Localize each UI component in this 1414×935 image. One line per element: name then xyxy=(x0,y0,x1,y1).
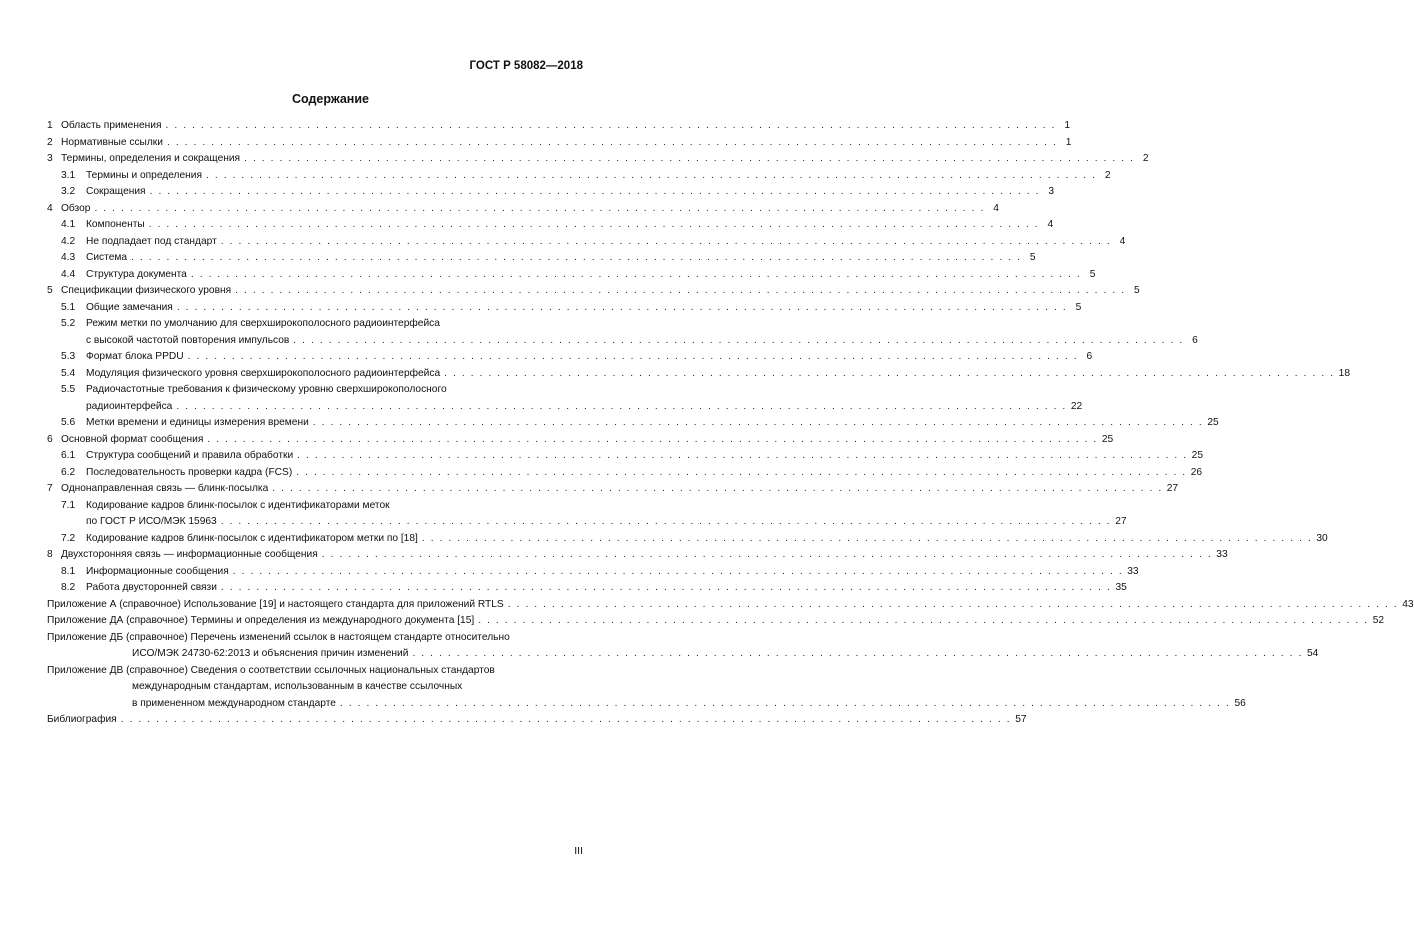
toc-entry-number: 5.1 xyxy=(61,301,76,313)
dot-leader: . . . . . . . . . . . . . . . . . . . . . . . . . . . . . . . . . . . . . . . . . . . . . . . . . . . . . . . . . . . . . . . . . . . . . . . . . . . . . . . . . . . . . . . . . . . . . . . . . . . . . xyxy=(205,169,1097,181)
dot-leader: . . . . . . . . . . . . . . . . . . . . . . . . . . . . . . . . . . . . . . . . . . . . . . . . . . . . . . . . . . . . . . . . . . . . . . . . . . . . . . . . . . . . . . . . . . . . . . . . . . . . . xyxy=(190,268,1082,280)
toc-entry[interactable] xyxy=(47,184,1055,201)
dot-leader: . . . . . . . . . . . . . . . . . . . . . . . . . . . . . . . . . . . . . . . . . . . . . . . . . . . . . . . . . . . . . . . . . . . . . . . . . . . . . . . . . . . . . . . . . . . . . . . . . . . . . xyxy=(244,153,1135,164)
toc-entry-number: 4.2 xyxy=(61,235,76,247)
toc-entry-title: с высокой частотой повторения импульсов xyxy=(86,334,290,346)
toc-entry-page: 25 xyxy=(1101,433,1114,445)
toc-entry-page: 5 xyxy=(1029,252,1036,263)
toc-entry-number: 7.1 xyxy=(61,499,76,511)
toc-entry[interactable] xyxy=(47,382,1083,415)
dot-leader: . . . . . . . . . . . . . . . . . . . . . . . . . . . . . . . . . . . . . . . . . . . . . . . . . . . . . . . . . . . . . . . . . . . . . . . . . . . . . . . . . . . . . . . . . . . . . . . . . . . . . xyxy=(412,648,1303,659)
toc-entry-number: 5 xyxy=(47,285,53,296)
toc-entry-title: Работа двусторонней связи xyxy=(86,582,217,593)
toc-entry-title: Структура сообщений и правила обработки xyxy=(86,450,294,461)
toc-entry-title-line: международным стандартам, использованным в качестве ссылочных xyxy=(132,681,463,692)
dot-leader: . . . . . . . . . . . . . . . . . . . . . . . . . . . . . . . . . . . . . . . . . . . . . . . . . . . . . . . . . . . . . . . . . . . . . . . . . . . . . . . . . . . . . . . . . . . . . . . . . . . . . xyxy=(220,582,1112,593)
toc-entry-number: 5.2 xyxy=(61,318,76,329)
toc-entry-title-line: Радиочастотные требования к физическому уровню сверхширокополосного xyxy=(86,384,447,395)
toc-entry[interactable] xyxy=(47,168,1111,185)
toc-entry-page: 27 xyxy=(1166,483,1179,494)
toc-entry-title: Компоненты xyxy=(86,219,145,230)
toc-entry-title: Структура документа xyxy=(86,268,187,280)
toc-entry-title: Область применения xyxy=(61,120,162,131)
dot-leader: . . . . . . . . . . . . . . . . . . . . . . . . . . . . . . . . . . . . . . . . . . . . . . . . . . . . . . . . . . . . . . . . . . . . . . . . . . . . . . . . . . . . . . . . . . . . . . . . . . . . . xyxy=(166,136,1058,148)
toc-entry-title: Приложение А (справочное) Использование [19] и настоящего стандарта для приложений RTLS xyxy=(47,598,504,610)
toc-entry-page: 25 xyxy=(1191,450,1204,461)
toc-entry-number: 2 xyxy=(47,136,53,148)
toc-entry-title: Формат блока PPDU xyxy=(86,351,184,362)
toc-entry-title: Метки времени и единицы измерения времени xyxy=(86,417,309,428)
toc-entry-title: Последовательность проверки кадра (FCS) xyxy=(86,466,293,478)
dot-leader: . . . . . . . . . . . . . . . . . . . . . . . . . . . . . . . . . . . . . . . . . . . . . . . . . . . . . . . . . . . . . . . . . . . . . . . . . . . . . . . . . . . . . . . . . . . . . . . . . . . . . xyxy=(272,483,1163,494)
toc-entry[interactable] xyxy=(47,349,1093,366)
toc-entry[interactable] xyxy=(47,580,1127,597)
toc-entry-title: Обзор xyxy=(61,202,91,214)
toc-entry[interactable] xyxy=(47,366,1350,383)
toc-entry-title: Общие замечания xyxy=(86,301,173,313)
toc-entry[interactable] xyxy=(47,118,1070,135)
dot-leader: . . . . . . . . . . . . . . . . . . . . . . . . . . . . . . . . . . . . . . . . . . . . . . . . . . . . . . . . . . . . . . . . . . . . . . . . . . . . . . . . . . . . . . . . . . . . . . . . . . . . . xyxy=(321,549,1213,560)
toc-entry[interactable] xyxy=(47,300,1082,317)
toc-entry-number: 4.4 xyxy=(61,268,76,280)
toc-entry[interactable] xyxy=(47,498,1127,531)
dot-leader: . . . . . . . . . . . . . . . . . . . . . . . . . . . . . . . . . . . . . . . . . . . . . . . . . . . . . . . . . . . . . . . . . . . . . . . . . . . . . . . . . . . . . . . . . . . . . . . . . . . . . xyxy=(220,516,1112,527)
toc-entry-title: по ГОСТ Р ИСО/МЭК 15963 xyxy=(86,516,217,527)
toc-entry-page: 18 xyxy=(1338,367,1350,379)
toc-entry-page: 4 xyxy=(1047,219,1054,230)
toc-entry-number: 8.2 xyxy=(61,582,76,593)
toc-entry-number: 6.2 xyxy=(61,466,76,478)
toc-entry-number: 5.6 xyxy=(61,417,76,428)
toc-entry-title: Спецификации физического уровня xyxy=(61,285,232,296)
toc-entry-number: 6.1 xyxy=(61,450,76,461)
toc-entry-title: Однонаправленная связь — блинк-посылка xyxy=(61,483,269,494)
toc-entry-number: 5.3 xyxy=(61,351,76,362)
toc-entry-page: 26 xyxy=(1190,466,1203,478)
toc-entry-page: 5 xyxy=(1075,301,1082,313)
dot-leader: . . . . . . . . . . . . . . . . . . . . . . . . . . . . . . . . . . . . . . . . . . . . . . . . . . . . . . . . . . . . . . . . . . . . . . . . . . . . . . . . . . . . . . . . . . . . . . . . . . . . . xyxy=(176,301,1068,313)
toc-entry-number: 8 xyxy=(47,549,53,560)
dot-leader: . . . . . . . . . . . . . . . . . . . . . . . . . . . . . . . . . . . . . . . . . . . . . . . . . . . . . . . . . . . . . . . . . . . . . . . . . . . . . . . . . . . . . . . . . . . . . . . . . . . . . xyxy=(149,186,1041,197)
toc-entry-page: 6 xyxy=(1086,351,1093,362)
toc-entry[interactable] xyxy=(47,448,1204,465)
toc-entry-number: 4.3 xyxy=(61,252,76,263)
toc-entry-number: 7 xyxy=(47,483,53,494)
toc-entry-title-line: Режим метки по умолчанию для сверхширокополосного радиоинтерфейса xyxy=(86,318,440,329)
toc-entry-title: Основной формат сообщения xyxy=(61,433,204,445)
toc-entry[interactable] xyxy=(47,481,1179,498)
toc-entry-page: 35 xyxy=(1115,582,1127,593)
toc-entry-title: Нормативные ссылки xyxy=(61,136,163,148)
toc-entry-title: Двухсторонняя связь — информационные сообщения xyxy=(61,549,318,560)
toc-entry-number: 4.1 xyxy=(61,219,76,230)
dot-leader: . . . . . . . . . . . . . . . . . . . . . . . . . . . . . . . . . . . . . . . . . . . . . . . . . . . . . . . . . . . . . . . . . . . . . . . . . . . . . . . . . . . . . . . . . . . . . . . . . . . . . xyxy=(232,565,1124,577)
toc-entry-page: 52 xyxy=(1372,615,1385,626)
toc-entry[interactable] xyxy=(47,630,1319,663)
toc-entry-page: 54 xyxy=(1306,648,1319,659)
toc-entry-title: радиоинтерфейса xyxy=(86,400,173,412)
page-number: III xyxy=(574,845,583,857)
standard-code: ГОСТ Р 58082—2018 xyxy=(469,60,583,72)
toc-entry[interactable] xyxy=(47,201,999,218)
dot-leader: . . . . . . . . . . . . . . . . . . . . . . . . . . . . . . . . . . . . . . . . . . . . . . . . . . . . . . . . . . . . . . . . . . . . . . . . . . . . . . . . . . . . . . . . . . . . . . . . . . . . . xyxy=(339,697,1231,709)
toc-entry[interactable] xyxy=(47,135,1072,152)
dot-leader: . . . . . . . . . . . . . . . . . . . . . . . . . . . . . . . . . . . . . . . . . . . . . . . . . . . . . . . . . . . . . . . . . . . . . . . . . . . . . . . . . . . . . . . . . . . . . . . . . . . . . xyxy=(187,351,1079,362)
toc-entry-title: Информационные сообщения xyxy=(86,565,229,577)
toc-entry-page: 5 xyxy=(1089,268,1096,280)
toc-entry[interactable] xyxy=(47,316,1198,349)
toc-entry-page: 6 xyxy=(1192,334,1198,346)
toc-entry-number: 3.1 xyxy=(61,169,76,181)
toc-entry-title: Термины, определения и сокращения xyxy=(61,153,241,164)
toc-entry-page: 33 xyxy=(1216,549,1228,560)
dot-leader: . . . . . . . . . . . . . . . . . . . . . . . . . . . . . . . . . . . . . . . . . . . . . . . . . . . . . . . . . . . . . . . . . . . . . . . . . . . . . . . . . . . . . . . . . . . . . . . . . . . . . xyxy=(120,714,1012,725)
toc-entry[interactable] xyxy=(47,151,1149,168)
dot-leader: . . . . . . . . . . . . . . . . . . . . . . . . . . . . . . . . . . . . . . . . . . . . . . . . . . . . . . . . . . . . . . . . . . . . . . . . . . . . . . . . . . . . . . . . . . . . . . . . . . . . . xyxy=(148,219,1040,230)
dot-leader: . . . . . . . . . . . . . . . . . . . . . . . . . . . . . . . . . . . . . . . . . . . . . . . . . . . . . . . . . . . . . . . . . . . . . . . . . . . . . . . . . . . . . . . . . . . . . . . . . . . . . xyxy=(235,285,1126,296)
toc-entry-title: Система xyxy=(86,252,128,263)
toc-entry-title: Модуляция физического уровня сверхширокополосного радиоинтерфейса xyxy=(86,367,441,379)
toc-entry-page: 22 xyxy=(1070,400,1083,412)
toc-entry[interactable] xyxy=(47,531,1328,548)
table-of-contents xyxy=(47,118,1414,729)
toc-entry-title: Библиография xyxy=(47,714,117,725)
toc-entry-title: Кодирование кадров блинк-посылок с идентификатором метки по [18] xyxy=(86,532,418,544)
toc-entry-title: Не подпадает под стандарт xyxy=(86,235,217,247)
toc-entry[interactable] xyxy=(47,613,1385,630)
toc-entry-page: 4 xyxy=(993,202,999,214)
toc-entry-title: Термины и определения xyxy=(86,169,202,181)
dot-leader: . . . . . . . . . . . . . . . . . . . . . . . . . . . . . . . . . . . . . . . . . . . . . . . . . . . . . . . . . . . . . . . . . . . . . . . . . . . . . . . . . . . . . . . . . . . . . . . . . . . . . xyxy=(207,433,1098,445)
toc-entry[interactable] xyxy=(47,597,1414,614)
toc-entry[interactable] xyxy=(47,712,1027,729)
toc-entry-title-line: Кодирование кадров блинк-посылок с идентификаторами меток xyxy=(86,499,390,511)
toc-entry[interactable] xyxy=(47,564,1139,581)
dot-leader: . . . . . . . . . . . . . . . . . . . . . . . . . . . . . . . . . . . . . . . . . . . . . . . . . . . . . . . . . . . . . . . . . . . . . . . . . . . . . . . . . . . . . . . . . . . . . . . . . . . . . xyxy=(94,202,985,214)
toc-entry-page: 27 xyxy=(1115,516,1127,527)
toc-entry-title: Приложение ДА (справочное) Термины и определения из международного документа [15] xyxy=(47,615,475,626)
toc-entry-number: 5.4 xyxy=(61,367,76,379)
toc-entry-number: 4 xyxy=(47,202,53,214)
toc-entry-page: 1 xyxy=(1065,136,1072,148)
toc-entry[interactable] xyxy=(47,234,1126,251)
toc-entry[interactable] xyxy=(47,465,1203,482)
toc-entry[interactable] xyxy=(47,267,1096,284)
toc-entry-page: 25 xyxy=(1207,417,1219,428)
dot-leader: . . . . . . . . . . . . . . . . . . . . . . . . . . . . . . . . . . . . . . . . . . . . . . . . . . . . . . . . . . . . . . . . . . . . . . . . . . . . . . . . . . . . . . . . . . . . . . . . . . . . . xyxy=(297,450,1188,461)
toc-entry-number: 3 xyxy=(47,153,53,164)
toc-entry-page: 57 xyxy=(1015,714,1027,725)
toc-entry-title-line: Приложение ДВ (справочное) Сведения о соответствии ссылочных национальных стандартов xyxy=(47,664,495,676)
toc-entry-page: 5 xyxy=(1133,285,1140,296)
dot-leader: . . . . . . . . . . . . . . . . . . . . . . . . . . . . . . . . . . . . . . . . . . . . . . . . . . . . . . . . . . . . . . . . . . . . . . . . . . . . . . . . . . . . . . . . . . . . . . . . . . . . . xyxy=(176,400,1067,412)
dot-leader: . . . . . . . . . . . . . . . . . . . . . . . . . . . . . . . . . . . . . . . . . . . . . . . . . . . . . . . . . . . . . . . . . . . . . . . . . . . . . . . . . . . . . . . . . . . . . . . . . . . . . xyxy=(220,235,1112,247)
toc-entry-page: 56 xyxy=(1234,697,1246,709)
dot-leader: . . . . . . . . . . . . . . . . . . . . . . . . . . . . . . . . . . . . . . . . . . . . . . . . . . . . . . . . . . . . . . . . . . . . . . . . . . . . . . . . . . . . . . . . . . . . . . . . . . . . . xyxy=(131,252,1022,263)
toc-entry-page: 33 xyxy=(1127,565,1139,577)
toc-entry-number: 1 xyxy=(47,120,53,131)
toc-entry[interactable] xyxy=(47,547,1228,564)
toc-entry-number: 6 xyxy=(47,433,53,445)
toc-entry[interactable] xyxy=(47,283,1140,300)
toc-entry-page: 43 xyxy=(1402,598,1414,610)
toc-entry-number: 7.2 xyxy=(61,532,76,544)
toc-entry-title-line: Приложение ДБ (справочное) Перечень изменений ссылок в настоящем стандарте относительно xyxy=(47,631,510,643)
dot-leader: . . . . . . . . . . . . . . . . . . . . . . . . . . . . . . . . . . . . . . . . . . . . . . . . . . . . . . . . . . . . . . . . . . . . . . . . . . . . . . . . . . . . . . . . . . . . . . . . . . . . . xyxy=(478,615,1369,626)
toc-entry-number: 3.2 xyxy=(61,186,76,197)
dot-leader: . . . . . . . . . . . . . . . . . . . . . . . . . . . . . . . . . . . . . . . . . . . . . . . . . . . . . . . . . . . . . . . . . . . . . . . . . . . . . . . . . . . . . . . . . . . . . . . . . . . . . xyxy=(507,598,1399,610)
toc-entry-number: 5.5 xyxy=(61,384,76,395)
toc-entry[interactable] xyxy=(47,432,1114,449)
toc-entry-title: Сокращения xyxy=(86,186,146,197)
toc-entry[interactable] xyxy=(47,415,1219,432)
toc-entry-page: 1 xyxy=(1064,120,1070,131)
toc-entry-number: 8.1 xyxy=(61,565,76,577)
toc-entry-title: в примененном международном стандарте xyxy=(132,697,336,709)
dot-leader: . . . . . . . . . . . . . . . . . . . . . . . . . . . . . . . . . . . . . . . . . . . . . . . . . . . . . . . . . . . . . . . . . . . . . . . . . . . . . . . . . . . . . . . . . . . . . . . . . . . . . xyxy=(421,532,1313,544)
toc-entry-page: 2 xyxy=(1104,169,1111,181)
dot-leader: . . . . . . . . . . . . . . . . . . . . . . . . . . . . . . . . . . . . . . . . . . . . . . . . . . . . . . . . . . . . . . . . . . . . . . . . . . . . . . . . . . . . . . . . . . . . . . . . . . . . . xyxy=(165,120,1056,131)
dot-leader: . . . . . . . . . . . . . . . . . . . . . . . . . . . . . . . . . . . . . . . . . . . . . . . . . . . . . . . . . . . . . . . . . . . . . . . . . . . . . . . . . . . . . . . . . . . . . . . . . . . . . xyxy=(293,334,1184,346)
toc-title: Содержание xyxy=(291,92,369,106)
toc-entry-page: 4 xyxy=(1119,235,1126,247)
toc-entry[interactable] xyxy=(47,663,1246,713)
dot-leader: . . . . . . . . . . . . . . . . . . . . . . . . . . . . . . . . . . . . . . . . . . . . . . . . . . . . . . . . . . . . . . . . . . . . . . . . . . . . . . . . . . . . . . . . . . . . . . . . . . . . . xyxy=(444,367,1335,379)
toc-entry[interactable] xyxy=(47,250,1036,267)
toc-entry-page: 30 xyxy=(1316,532,1328,544)
dot-leader: . . . . . . . . . . . . . . . . . . . . . . . . . . . . . . . . . . . . . . . . . . . . . . . . . . . . . . . . . . . . . . . . . . . . . . . . . . . . . . . . . . . . . . . . . . . . . . . . . . . . . xyxy=(296,466,1187,478)
dot-leader: . . . . . . . . . . . . . . . . . . . . . . . . . . . . . . . . . . . . . . . . . . . . . . . . . . . . . . . . . . . . . . . . . . . . . . . . . . . . . . . . . . . . . . . . . . . . . . . . . . . . . xyxy=(312,417,1204,428)
toc-entry-title: ИСО/МЭК 24730-62:2013 и объяснения причин изменений xyxy=(132,648,409,659)
toc-entry-page: 2 xyxy=(1142,153,1149,164)
toc-entry-page: 3 xyxy=(1048,186,1055,197)
toc-entry[interactable] xyxy=(47,217,1054,234)
